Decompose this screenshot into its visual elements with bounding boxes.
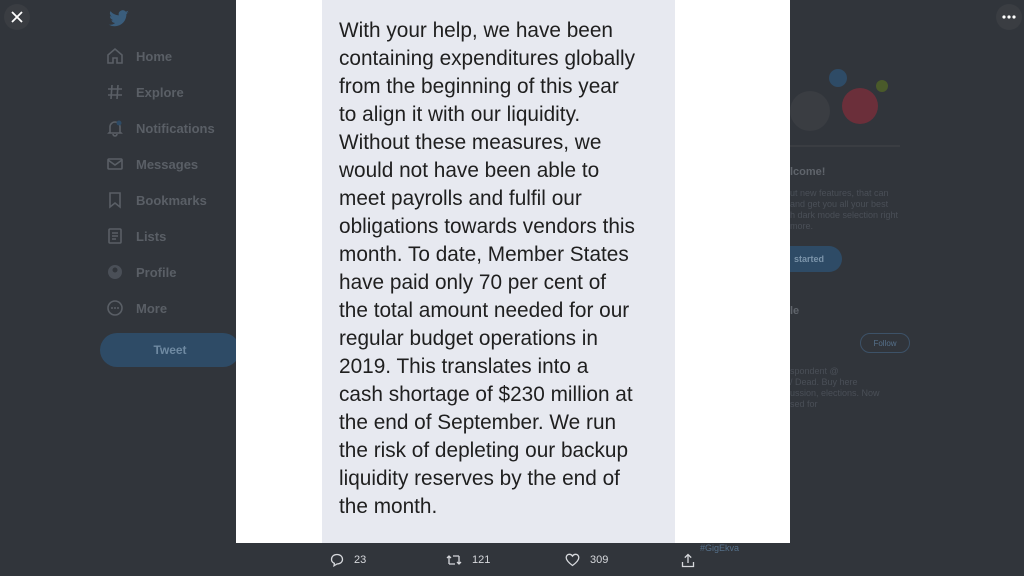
sidebar-item-explore[interactable] xyxy=(106,80,184,104)
tweet-button[interactable]: Tweet xyxy=(100,333,240,367)
sidebar xyxy=(100,0,240,576)
close-icon xyxy=(11,11,23,23)
letter-text: With your help, we have been containing expenditures globally from the beginning of this year to align it with our liquidity. Without these measures, we would not have been able to meet payrolls and fulfil our obligations towards vendors this month. To date, Member States have paid only 70 per cent of the total amount needed for our regular budget operations in 2019. This translates into a cash shortage of $230 million at the end of September. We run the risk of depleting our backup liquidity reserves by the end of the month. xyxy=(339,19,635,518)
sidebar-item-profile[interactable] xyxy=(106,260,176,284)
bookmark-icon xyxy=(106,191,124,209)
sidebar-item-label: Explore xyxy=(136,84,184,100)
sidebar-item-lists[interactable] xyxy=(106,224,166,248)
more-horizontal-icon xyxy=(1002,15,1016,19)
retweet-button[interactable] xyxy=(446,552,490,568)
follow-button[interactable]: Follow xyxy=(860,333,910,353)
sidebar-item-notifications[interactable] xyxy=(106,116,215,140)
get-started-button[interactable]: started xyxy=(790,246,842,272)
home-icon xyxy=(106,47,124,65)
bell-icon xyxy=(106,119,124,137)
right-column xyxy=(790,0,1024,576)
sidebar-item-label: Lists xyxy=(136,228,167,244)
profile-bio: spondent @ / Dead. Buy here ussion, elections. Now sed for xyxy=(790,366,880,409)
more-circle-icon xyxy=(106,299,124,317)
sidebar-item-home[interactable] xyxy=(106,44,172,68)
sidebar-item-more[interactable] xyxy=(106,296,167,320)
sidebar-item-label: More xyxy=(136,300,168,316)
welcome-text: ut new features, that can and get you all your best h dark mode selection right more. xyxy=(790,188,899,231)
sidebar-item-label: Messages xyxy=(136,156,199,172)
more-options-button[interactable] xyxy=(996,4,1022,30)
sidebar-item-bookmarks[interactable] xyxy=(106,188,207,212)
sidebar-item-label: Bookmarks xyxy=(136,192,207,208)
like-button[interactable] xyxy=(565,552,608,568)
retweet-icon xyxy=(446,553,462,567)
reply-count: 23 xyxy=(354,554,367,566)
welcome-heading: lcome! xyxy=(790,166,826,178)
tweet-image[interactable] xyxy=(236,0,790,543)
heart-icon xyxy=(565,553,580,567)
like-count: 309 xyxy=(590,554,609,566)
sidebar-item-label: Profile xyxy=(136,264,177,280)
letter-excerpt xyxy=(322,0,675,543)
hashtag-text: #GigEkva xyxy=(700,543,740,553)
envelope-icon xyxy=(106,155,124,173)
sidebar-item-messages[interactable] xyxy=(106,152,198,176)
reply-icon xyxy=(330,553,344,567)
reply-button[interactable] xyxy=(330,552,366,568)
hashtag-icon xyxy=(106,83,124,101)
profile-icon xyxy=(106,263,124,281)
welcome-illustration-icon xyxy=(790,66,900,156)
share-button[interactable] xyxy=(681,552,705,568)
retweet-count: 121 xyxy=(472,554,491,566)
close-button[interactable] xyxy=(4,4,30,30)
who-to-follow-heading: le xyxy=(790,305,800,317)
twitter-logo-icon xyxy=(108,10,130,28)
share-icon xyxy=(681,553,695,568)
list-icon xyxy=(106,227,124,245)
sidebar-item-label: Notifications xyxy=(136,120,215,136)
sidebar-item-label: Home xyxy=(136,48,173,64)
